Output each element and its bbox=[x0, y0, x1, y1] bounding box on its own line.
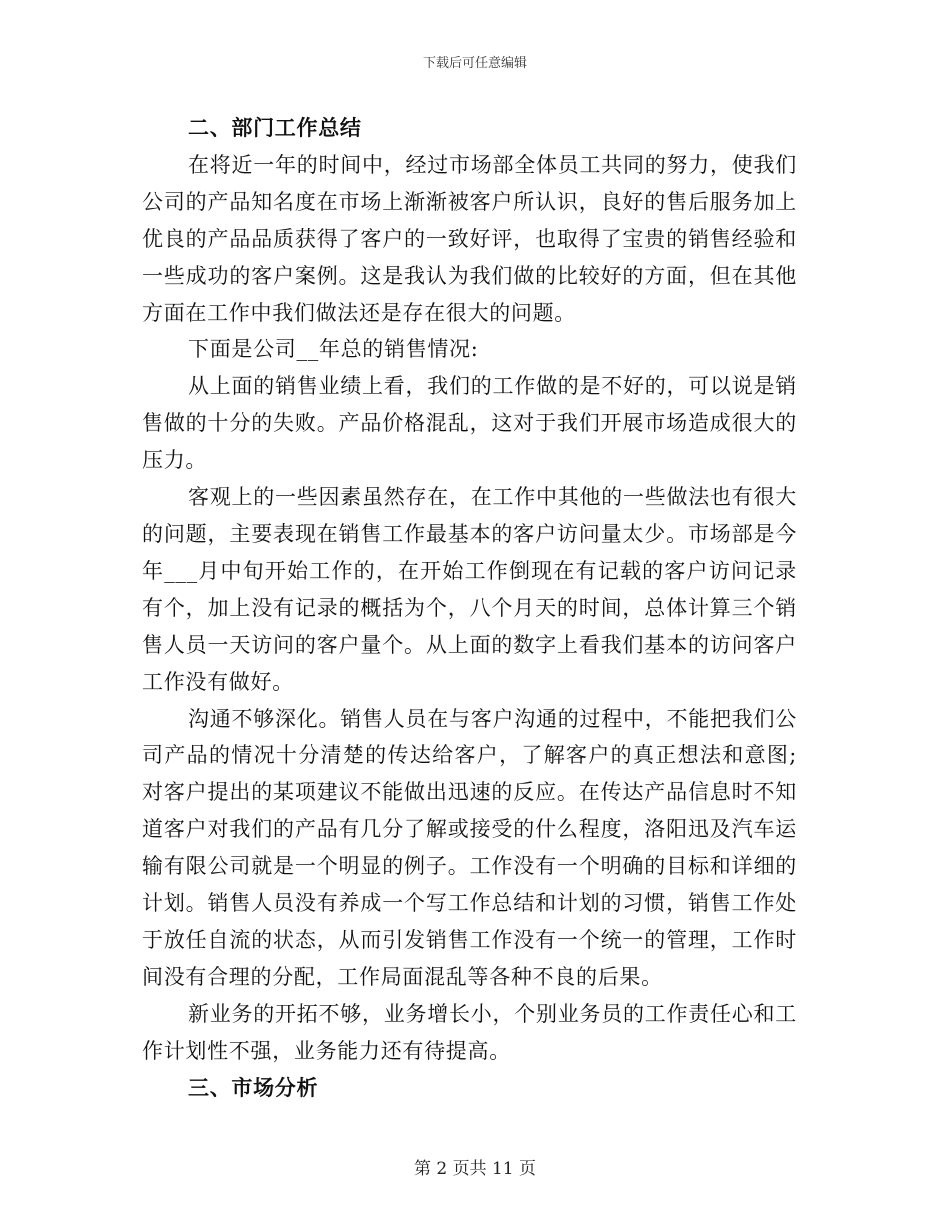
page-header: 下载后可任意编辑 bbox=[422, 56, 527, 71]
paragraph-communication: 沟通不够深化。销售人员在与客户沟通的过程中，不能把我们公司产品的情况十分清楚的传达给客户，了解客户的真正想法和意图;对客户提出的某项建议不能做出迅速的反应。在传达产品信息时不知道客户对我们的产品有几分了解或接受的什么程度，洛阳迅及汽车运输有限公司就是一个明显的例子。工作没有一个明确的目标和详细的计划。销售人员没有养成一个写工作总结和计划的习惯，销售工作处于放任自流的状态，从而引发销售工作没有一个统一的管理，工作时间没有合理的分配，工作局面混乱等各种不良的后果。 bbox=[142, 706, 797, 989]
paragraph-sales-performance: 从上面的销售业绩上看，我们的工作做的是不好的，可以说是销售做的十分的失败。产品价格混乱，这对于我们开展市场造成很大的压力。 bbox=[142, 374, 797, 473]
paragraph-overview: 在将近一年的时间中，经过市场部全体员工共同的努力，使我们公司的产品知名度在市场上渐渐被客户所认识，良好的售后服务加上优良的产品品质获得了客户的一致好评，也取得了宝贵的销售经验和一些成功的客户案例。这是我认为我们做的比较好的方面，但在其他方面在工作中我们做法还是存在很大的问题。 bbox=[142, 152, 797, 325]
page-body bbox=[142, 110, 797, 1106]
paragraph-new-business: 新业务的开拓不够，业务增长小，个别业务员的工作责任心和工作计划性不强，业务能力还有待提高。 bbox=[142, 1001, 797, 1063]
paragraph-customer-visits: 客观上的一些因素虽然存在，在工作中其他的一些做法也有很大的问题，主要表现在销售工作最基本的客户访问量太少。市场部是今年___月中旬开始工作的，在开始工作倒现在有记载的客户访问记录有个，加上没有记录的概括为个，八个月天的时间，总体计算三个销售人员一天访问的客户量个。从上面的数字上看我们基本的访问客户工作没有做好。 bbox=[142, 485, 797, 694]
page-number: 第 2 页共 11 页 bbox=[413, 1159, 537, 1179]
section-heading-department-summary: 二、部门工作总结 bbox=[188, 115, 362, 140]
paragraph-sales-intro: 下面是公司__年总的销售情况: bbox=[188, 337, 479, 362]
section-heading-market-analysis: 三、市场分析 bbox=[188, 1074, 319, 1100]
